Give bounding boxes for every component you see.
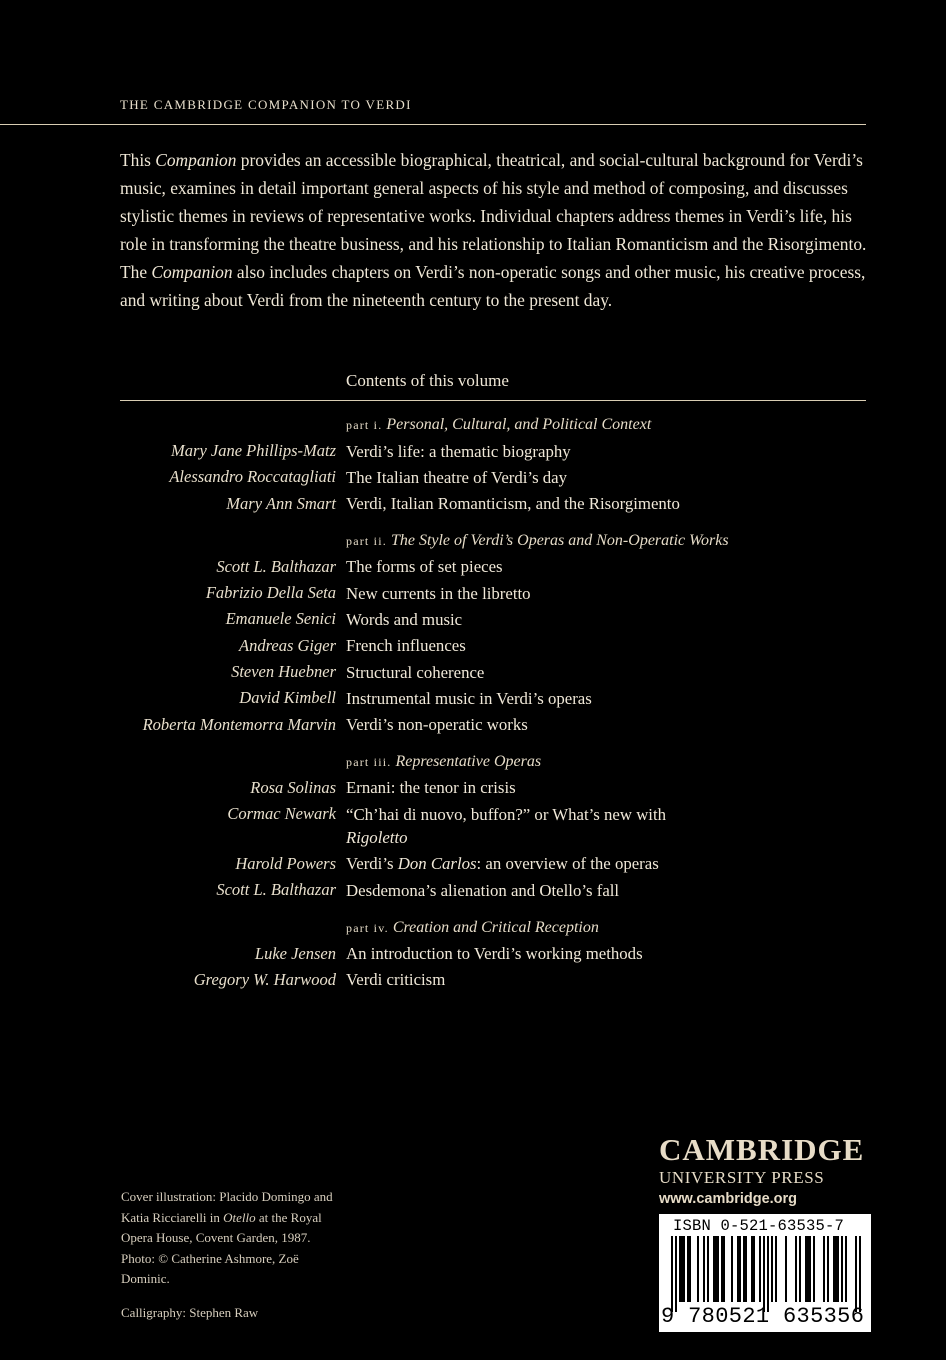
barcode-bar: [681, 1236, 683, 1302]
barcode-bar: [837, 1236, 839, 1302]
blurb-italic-1: Companion: [155, 150, 237, 170]
chapter-author: Fabrizio Della Seta: [205, 583, 336, 603]
barcode-bar: [845, 1236, 847, 1302]
description-blurb: [120, 146, 880, 314]
chapter-title-text: Instrumental music in Verdi’s operas: [346, 688, 592, 708]
chapter-author: Roberta Montemorra Marvin: [142, 714, 336, 734]
chapter-title-text: Verdi’s life: a thematic biography: [346, 441, 571, 461]
chapter-title: [346, 712, 706, 738]
series-title: THE CAMBRIDGE COMPANION TO VERDI: [120, 97, 412, 112]
barcode-bar: [739, 1236, 741, 1302]
barcode-bar: [805, 1236, 807, 1302]
chapter-title: [346, 438, 706, 464]
chapter-title: [346, 941, 706, 967]
toc-entry: [0, 685, 946, 711]
part-heading: [0, 528, 946, 554]
publisher-logo: [659, 1133, 873, 1210]
toc-entry: [0, 633, 946, 659]
barcode-bar: [717, 1236, 719, 1302]
toc-entry: [0, 967, 946, 993]
barcode-bar: [833, 1236, 835, 1302]
chapter-title: [346, 685, 706, 711]
barcode-bar: [679, 1236, 681, 1302]
chapter-title: [346, 606, 706, 632]
part-heading: [0, 749, 946, 775]
chapter-title: [346, 633, 706, 659]
toc-entry: [0, 851, 946, 877]
chapter-title-italic: Rigoletto: [346, 828, 408, 848]
barcode: [659, 1214, 871, 1332]
contents-heading: Contents of this volume: [346, 371, 509, 390]
chapter-title: [346, 801, 706, 851]
barcode-bar: [813, 1236, 815, 1302]
part-gap: [0, 517, 946, 528]
cover-credits: [121, 1187, 341, 1290]
part-title: Personal, Cultural, and Political Context: [386, 416, 652, 433]
part-title: The Style of Verdi’s Operas and Non-Operatic Works: [390, 531, 729, 549]
chapter-title-text: Verdi’s non-operatic works: [346, 715, 528, 735]
barcode-bar: [807, 1236, 809, 1302]
toc-part: [0, 915, 946, 994]
chapter-author: Emanuele Senici: [225, 609, 336, 629]
cover-credit-text: Cover illustration: Placido Domingo and Katia Ricciarelli in: [121, 1189, 333, 1225]
part-label: part iv.: [346, 920, 389, 935]
barcode-bar: [759, 1236, 761, 1302]
chapter-title-text: Verdi’s: [346, 854, 398, 874]
barcode-bar: [827, 1236, 829, 1302]
toc-entry: [0, 554, 946, 580]
barcode-bar: [745, 1236, 747, 1302]
chapter-title-italic: Don Carlos: [397, 854, 477, 874]
chapter-title: [346, 877, 706, 903]
part-label: part iii.: [346, 754, 392, 769]
toc-entry: [0, 775, 946, 801]
chapter-title-text: Words and music: [346, 609, 463, 629]
barcode-bar: [809, 1236, 811, 1302]
toc-entry: [0, 580, 946, 606]
barcode-bars: [659, 1236, 871, 1312]
barcode-bar: [723, 1236, 725, 1302]
contents-rule: [120, 400, 866, 401]
chapter-title: [346, 659, 706, 685]
table-of-contents: [0, 412, 946, 993]
chapter-title: [346, 967, 706, 993]
chapter-title-text: The Italian theatre of Verdi’s day: [346, 467, 568, 487]
part-heading: [0, 915, 946, 941]
chapter-title-text: “Ch’hai di nuovo, buffon?” or What’s new with: [346, 804, 667, 824]
barcode-bar: [795, 1236, 797, 1302]
part-gap: [0, 904, 946, 915]
isbn-text: ISBN 0-521-63535-7: [673, 1217, 845, 1235]
blurb-text-1: This: [120, 150, 156, 170]
blurb-italic-2: Companion: [151, 262, 233, 282]
barcode-bar: [785, 1236, 787, 1302]
chapter-author: Andreas Giger: [238, 635, 336, 655]
chapter-title-text: New currents in the libretto: [346, 583, 531, 603]
barcode-bar: [767, 1236, 769, 1312]
part-title: Creation and Critical Reception: [392, 918, 599, 936]
barcode-bar: [721, 1236, 723, 1302]
cover-credit-italic: Otello: [223, 1209, 256, 1225]
toc-entry: [0, 606, 946, 632]
chapter-author: Cormac Newark: [227, 804, 336, 824]
chapter-author: Gregory W. Harwood: [193, 969, 336, 989]
barcode-bar: [715, 1236, 717, 1302]
part-gap: [0, 738, 946, 749]
publisher-subname: UNIVERSITY PRESS: [659, 1168, 825, 1187]
barcode-bar: [743, 1236, 745, 1302]
chapter-title-text: Desdemona’s alienation and Otello’s fall: [346, 880, 620, 900]
chapter-title: [346, 464, 706, 490]
chapter-title: [346, 554, 706, 580]
publisher-name: CAMBRIDGE: [659, 1132, 865, 1167]
chapter-author: Harold Powers: [235, 853, 336, 873]
calligraphy-credit: Calligraphy: Stephen Raw: [121, 1305, 259, 1320]
toc-part: [0, 412, 946, 517]
barcode-bar: [763, 1236, 765, 1312]
barcode-bar: [775, 1236, 777, 1302]
chapter-title: [346, 491, 706, 517]
toc-entry: [0, 659, 946, 685]
ean-digits: 9 780521 635356: [661, 1304, 865, 1329]
chapter-author: Alessandro Roccatagliati: [169, 467, 336, 487]
barcode-bar: [689, 1236, 691, 1302]
barcode-bar: [751, 1236, 753, 1302]
chapter-author: Rosa Solinas: [250, 777, 336, 797]
chapter-title-text: Structural coherence: [346, 662, 485, 682]
toc-entry: [0, 491, 946, 517]
toc-entry: [0, 438, 946, 464]
barcode-bar: [859, 1236, 861, 1312]
publisher-website: www.cambridge.org: [659, 1191, 798, 1207]
chapter-author: Mary Jane Phillips-Matz: [171, 441, 336, 460]
barcode-bar: [683, 1236, 685, 1302]
chapter-author: Scott L. Balthazar: [216, 556, 336, 576]
toc-entry: [0, 464, 946, 490]
chapter-title-text: Verdi criticism: [346, 970, 446, 990]
blurb-text-2: provides an accessible biographical, theatrical, and social-cultural background for Verdi’s music, examines in detail important general aspects of his style and method of composing, and discusses stylistic themes in reviews of representative works. Individual chapters address themes in Verdi’s life, his role in transforming the theatre business, and his relationship to Italian Romanticism and the Risorgimento. The: [120, 150, 867, 282]
barcode-bar: [753, 1236, 755, 1302]
chapter-title-text: Verdi, Italian Romanticism, and the Risorgimento: [346, 494, 680, 514]
toc-part: [0, 528, 946, 738]
barcode-bar: [713, 1236, 715, 1302]
chapter-title-text: : an overview of the operas: [476, 854, 659, 874]
blurb-text-3: also includes chapters on Verdi’s non-operatic songs and other music, his creative process, and writing about Verdi from the nineteenth century to the present day.: [120, 262, 866, 310]
barcode-bar: [823, 1236, 825, 1302]
barcode-bar: [697, 1236, 699, 1302]
chapter-title: [346, 775, 706, 801]
barcode-bar: [835, 1236, 837, 1302]
barcode-bar: [687, 1236, 689, 1302]
barcode-bar: [841, 1236, 843, 1302]
toc-part: [0, 749, 946, 904]
barcode-bar: [671, 1236, 673, 1312]
chapter-title-text: French influences: [346, 636, 466, 656]
barcode-bar: [731, 1236, 733, 1302]
barcode-bar: [737, 1236, 739, 1302]
chapter-title: [346, 580, 706, 606]
barcode-bar: [855, 1236, 857, 1312]
barcode-bar: [771, 1236, 773, 1302]
chapter-title: [346, 851, 706, 877]
chapter-title-text: The forms of set pieces: [346, 557, 503, 577]
toc-entry: [0, 712, 946, 738]
chapter-title-text: Ernani: the tenor in crisis: [346, 778, 516, 798]
chapter-author: Mary Ann Smart: [226, 493, 336, 513]
cover-credit-text-2: at the Royal Opera House, Covent Garden, 1987. Photo: © Catherine Ashmore, Zoë Dominic.: [121, 1209, 322, 1286]
part-label: part ii.: [346, 533, 387, 548]
part-label: part i.: [346, 418, 383, 432]
barcode-bar: [707, 1236, 709, 1302]
toc-entry: [0, 941, 946, 967]
part-heading: [0, 412, 946, 438]
toc-entry: [0, 877, 946, 903]
chapter-author: Luke Jensen: [254, 943, 336, 963]
barcode-bar: [675, 1236, 677, 1312]
chapter-title-text: An introduction to Verdi’s working methods: [346, 944, 643, 964]
header-rule: [0, 124, 866, 125]
part-title: Representative Operas: [395, 752, 542, 770]
barcode-bar: [703, 1236, 705, 1302]
toc-entry: [0, 801, 946, 851]
barcode-bar: [799, 1236, 801, 1302]
chapter-author: David Kimbell: [239, 688, 336, 708]
chapter-author: Scott L. Balthazar: [216, 880, 336, 900]
chapter-author: Steven Huebner: [231, 662, 336, 682]
